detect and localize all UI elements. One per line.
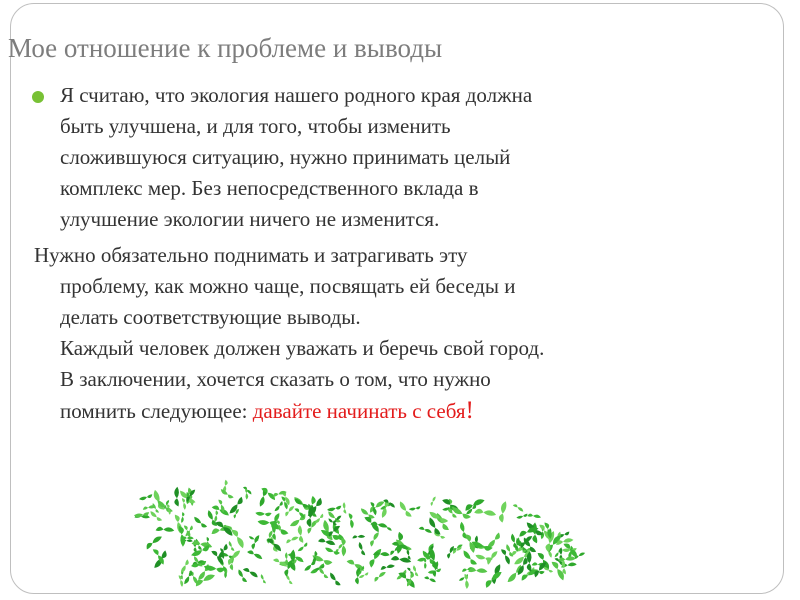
leaf-icon bbox=[194, 572, 216, 586]
leaf-icon bbox=[461, 549, 477, 567]
leaf-icon bbox=[260, 574, 266, 585]
leaf-icon bbox=[247, 549, 264, 561]
leaf-icon bbox=[380, 564, 395, 570]
text-line: делать соответствующие выводы. bbox=[60, 305, 361, 329]
leaf-icon bbox=[294, 507, 305, 520]
leaf-icon bbox=[419, 526, 433, 535]
green-foliage-decoration bbox=[120, 470, 590, 590]
leaf-icon bbox=[342, 502, 346, 514]
leaf-icon bbox=[156, 526, 175, 533]
text-line: проблему, как можно чаще, посвящать ей беседы и bbox=[60, 274, 516, 298]
leaf-icon bbox=[373, 570, 387, 582]
leaf-icon bbox=[289, 514, 308, 529]
leaf-icon bbox=[368, 531, 380, 547]
leaf-icon bbox=[152, 489, 165, 511]
leaf-icon bbox=[174, 487, 180, 507]
slide-title: Мое отношение к проблеме и выводы bbox=[8, 33, 443, 63]
leaf-icon bbox=[318, 567, 329, 580]
leaf-icon bbox=[250, 534, 261, 550]
leaf-icon bbox=[243, 485, 253, 495]
text-line: сложившуюся ситуацию, нужно принимать целый bbox=[60, 145, 511, 169]
leaf-icon bbox=[149, 510, 162, 523]
leaf-icon bbox=[352, 535, 365, 539]
leaf-icon bbox=[226, 549, 242, 566]
leaf-icon bbox=[190, 545, 211, 558]
leaf-icon bbox=[474, 508, 497, 518]
emphasis-exclamation: ! bbox=[465, 397, 474, 424]
leaf-icon bbox=[327, 506, 342, 513]
emphasis-text bbox=[253, 399, 474, 423]
leaf-icon bbox=[228, 541, 235, 552]
leaf-icon bbox=[255, 511, 272, 517]
leaf-icon bbox=[409, 506, 421, 511]
bullet-dot-icon bbox=[32, 91, 44, 103]
text-line: быть улучшена, и для того, чтобы изменить bbox=[60, 114, 451, 138]
text-line: Каждый человек должен уважать и беречь свой город. bbox=[60, 336, 545, 360]
leaf-icon bbox=[193, 515, 208, 529]
text-line: Нужно обязательно поднимать и затрагивать эту bbox=[34, 243, 468, 267]
leaf-icon bbox=[485, 550, 499, 565]
leaf-icon bbox=[297, 525, 303, 543]
leaf-icon bbox=[463, 497, 485, 511]
leaf-icon bbox=[139, 494, 153, 501]
leaf-icon bbox=[180, 512, 185, 523]
leaf-icon bbox=[497, 501, 507, 523]
leaf-icon bbox=[346, 557, 365, 572]
leaf-icon bbox=[180, 559, 191, 574]
leaf-icon bbox=[318, 537, 336, 546]
leaf-icon bbox=[527, 513, 541, 519]
leaf-icon bbox=[178, 575, 183, 587]
leaf-icon bbox=[243, 566, 259, 579]
leaf-icon bbox=[398, 570, 417, 590]
leaf-icon bbox=[483, 570, 503, 589]
leaf-icon bbox=[144, 534, 163, 549]
leaf-icon bbox=[341, 538, 346, 557]
leaf-icon bbox=[203, 564, 225, 573]
leaf-icon bbox=[367, 547, 383, 568]
emphasis-words: давайте начинать с себя bbox=[252, 399, 466, 423]
leaf-icon bbox=[178, 525, 186, 547]
conclusion-paragraph bbox=[32, 240, 752, 427]
leaf-icon bbox=[516, 514, 528, 520]
leaf-icon bbox=[214, 510, 219, 522]
leaf-icon bbox=[182, 498, 187, 510]
leaf-icon bbox=[358, 542, 366, 557]
leaf-icon bbox=[505, 544, 513, 558]
leaf-icon bbox=[328, 571, 341, 587]
text-line: В заключении, хочется сказать о том, что нужно bbox=[60, 367, 491, 391]
leaf-icon bbox=[513, 503, 525, 513]
leaf-icon bbox=[219, 488, 233, 500]
leaf-icon bbox=[464, 574, 469, 589]
leaf-icon bbox=[424, 558, 427, 569]
leaf-icon bbox=[274, 501, 285, 512]
text-line: Я считаю, что экология нашего родного края должна bbox=[60, 83, 533, 107]
leaf-icon bbox=[212, 503, 231, 517]
leaf-icon bbox=[349, 513, 355, 529]
leaf-icon bbox=[285, 535, 299, 543]
leaf-icon bbox=[297, 542, 309, 552]
leaf-icon bbox=[231, 528, 246, 550]
text-line: комплекс мер. Без непосредственного вклада в bbox=[60, 176, 479, 200]
leaf-icon bbox=[184, 524, 192, 538]
leaf-icon bbox=[519, 534, 534, 548]
text-line: улучшение экологии ничего не изменится. bbox=[60, 207, 440, 231]
leaf-icon bbox=[429, 496, 436, 506]
bullet-paragraph bbox=[32, 80, 752, 235]
slide-body bbox=[32, 80, 752, 427]
text-line: помнить следующее: bbox=[60, 399, 253, 423]
